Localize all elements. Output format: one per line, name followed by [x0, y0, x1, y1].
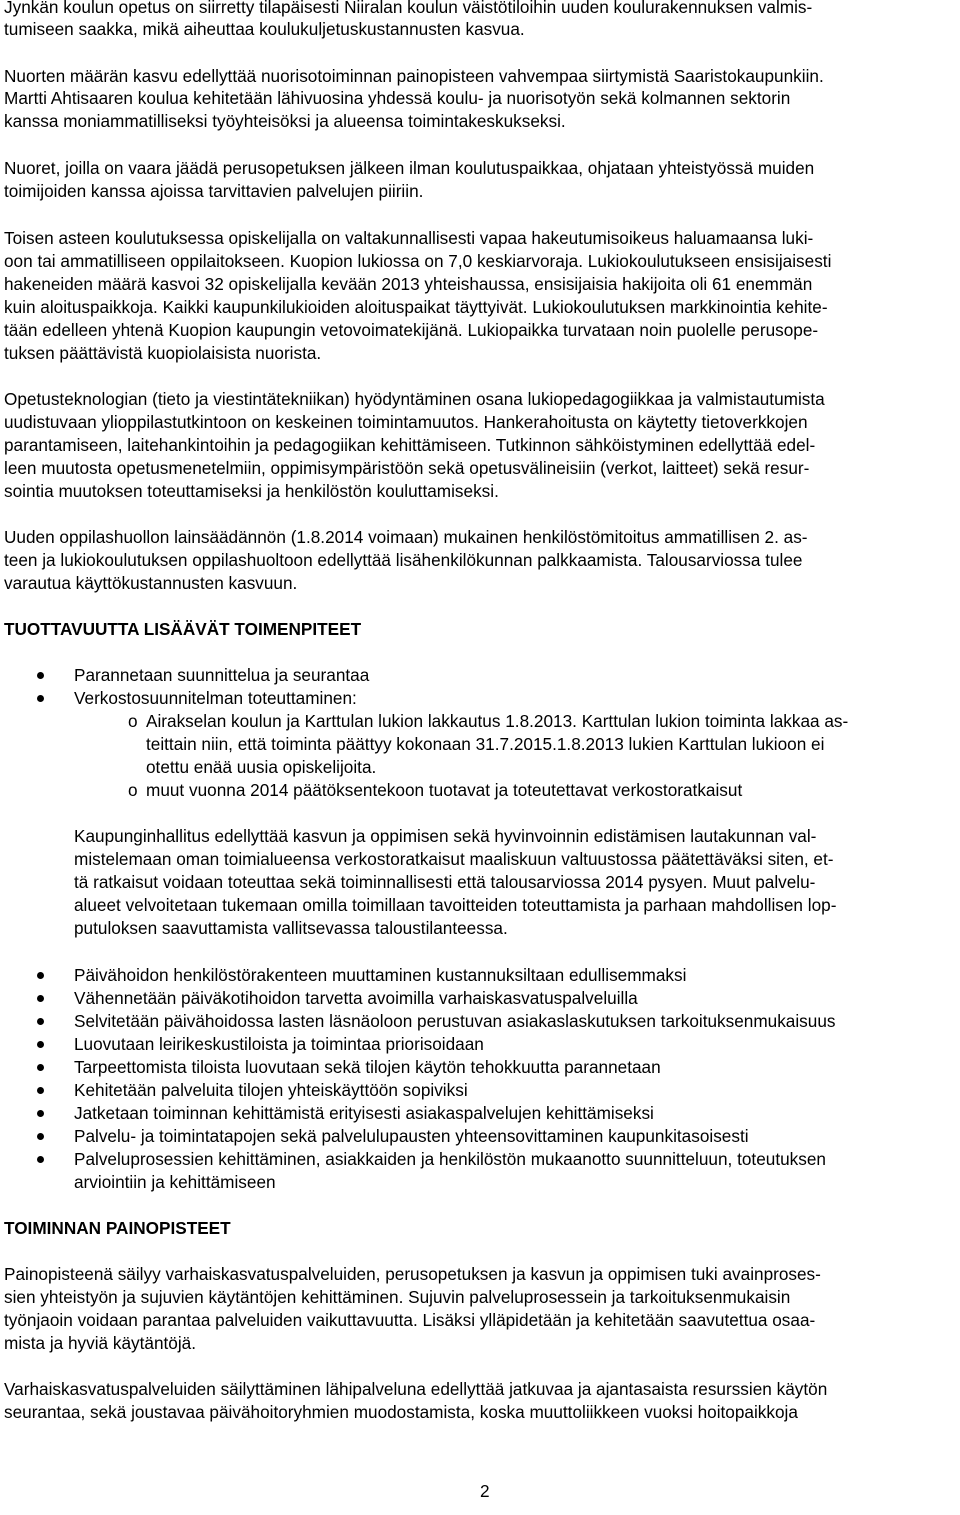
sub-bullet-item: Airakselan koulun ja Karttulan lukion lakkautus 1.8.2013. Karttulan lukion toiminta lakkaa as- [146, 711, 849, 731]
text-line: tä ratkaisut voidaan toteuttaa sekä toiminnallisesti että talousarviossa 2014 pysyen. Muut palvelu- [74, 872, 816, 892]
text-line: työnjaoin voidaan parantaa palveluiden vaikuttavuutta. Lisäksi ylläpidetään ja kehitetään saavutettua osaa- [4, 1310, 816, 1330]
text-line: leen muutosta opetusmenetelmiin, oppimisympäristöön sekä opetusvälineisiin (verkot, laitteet) sekä resur- [4, 458, 810, 478]
bullet-dot-icon [37, 1018, 44, 1025]
text-line: Nuoret, joilla on vaara jäädä perusopetuksen jälkeen ilman koulutuspaikkaa, ohjataan yhteistyössä muiden [4, 158, 815, 178]
text-line: Jynkän koulun opetus on siirretty tilapäisesti Niiralan koulun väistötiloihin uuden koulurakennuksen valmis- [4, 0, 813, 17]
text-line: sien yhteistyön ja sujuvien käytäntöjen kehittäminen. Sujuvin palveluprosessein ja tarkoituksenmukaisin [4, 1287, 791, 1307]
text-line: Opetusteknologian (tieto ja viestintätekniikan) hyödyntäminen osana lukiopedagogiikkaa ja valmistautumista [4, 389, 825, 409]
text-line: uudistuvaan ylioppilastutkintoon on keskeinen toimintamuutos. Hankerahoitusta on käytetty tietoverkkojen [4, 412, 808, 432]
bullet-dot-icon [37, 1087, 44, 1094]
text-line: tään edelleen yhtenä Kuopion kaupungin vetovoimatekijänä. Lukiopaikka turvataan noin puolelle perusope- [4, 320, 819, 340]
text-line: Painopisteenä säilyy varhaiskasvatuspalveluiden, perusopetuksen ja kasvun ja oppimisen tuki avainproses- [4, 1264, 821, 1284]
text-line: putuloksen saavuttamista vallitsevassa taloustilanteessa. [74, 918, 508, 938]
section-heading: TOIMINNAN PAINOPISTEET [4, 1218, 231, 1238]
text-line: Varhaiskasvatuspalveluiden säilyttäminen lähipalveluna edellyttää jatkuvaa ja ajantasaista resurssien käytön [4, 1379, 828, 1399]
bullet-item: Luovutaan leirikeskustiloista ja toimintaa priorisoidaan [74, 1034, 484, 1054]
text-line: mista ja hyviä käytäntöjä. [4, 1333, 197, 1353]
text-line: seurantaa, sekä joustavaa päivähoitoryhmien muodostamista, koska muuttoliikkeen vuoksi hoitopaikkoja [4, 1402, 798, 1422]
bullet-dot-icon [37, 1064, 44, 1071]
bullet-item: Kehitetään palveluita tilojen yhteiskäyttöön sopiviksi [74, 1080, 468, 1100]
text-line: kanssa moniammatilliseksi työyhteisöksi ja alueensa toimintakeskukseksi. [4, 111, 566, 131]
text-line: tuksen päättävistä kuopiolaisista nuorista. [4, 343, 322, 363]
bullet-dot-icon [37, 995, 44, 1002]
text-line: Kaupunginhallitus edellyttää kasvun ja oppimisen sekä hyvinvoinnin edistämisen lautakunnan val- [74, 826, 817, 846]
text-line: Toisen asteen koulutuksessa opiskelijalla on valtakunnallisesti vapaa hakeutumisoikeus haluamaansa luki- [4, 228, 814, 248]
bullet-dot-icon [37, 695, 44, 702]
bullet-dot-icon [37, 972, 44, 979]
bullet-item: arviointiin ja kehittämiseen [74, 1172, 276, 1192]
bullet-item: Palveluprosessien kehittäminen, asiakkaiden ja henkilöstön mukaanotto suunnitteluun, toteutuksen [74, 1149, 826, 1169]
text-line: tumiseen saakka, mikä aiheuttaa koulukuljetuskustannusten kasvua. [4, 19, 525, 39]
bullet-item: Päivähoidon henkilöstörakenteen muuttaminen kustannuksiltaan edullisemmaksi [74, 965, 687, 985]
sub-bullet-item: teittain niin, että toiminta päättyy kokonaan 31.7.2015.1.8.2013 lukien Karttulan lukioon ei [146, 734, 825, 754]
bullet-item: Vähennetään päiväkotihoidon tarvetta avoimilla varhaiskasvatuspalveluilla [74, 988, 638, 1008]
bullet-item: Jatketaan toiminnan kehittämistä erityisesti asiakaspalvelujen kehittämiseksi [74, 1103, 654, 1123]
text-line: Nuorten määrän kasvu edellyttää nuorisotoiminnan painopisteen vahvempaa siirtymistä Saaristokaupunkiin. [4, 66, 824, 86]
sub-bullet-marker: o [128, 780, 138, 800]
bullet-item: Tarpeettomista tiloista luovutaan sekä tilojen käytön tehokkuutta parannetaan [74, 1057, 661, 1077]
sub-bullet-item: otettu enää uusia opiskelijoita. [146, 757, 377, 777]
text-line: oon tai ammatilliseen oppilaitokseen. Kuopion lukiossa on 7,0 keskiarvoraja. Lukiokoulutukseen ensisijaisesti [4, 251, 832, 271]
bullet-item: Verkostosuunnitelman toteuttaminen: [74, 688, 357, 708]
bullet-dot-icon [37, 1110, 44, 1117]
bullet-item: Selvitetään päivähoidossa lasten läsnäoloon perustuvan asiakaslaskutuksen tarkoituksenmukaisuus [74, 1011, 836, 1031]
text-line: teen ja lukiokoulutuksen oppilashuoltoon edellyttää lisähenkilökunnan palkkaamista. Talousarviossa tulee [4, 550, 803, 570]
section-heading: TUOTTAVUUTTA LISÄÄVÄT TOIMENPITEET [4, 619, 362, 639]
text-line: Uuden oppilashuollon lainsäädännön (1.8.2014 voimaan) mukainen henkilöstömitoitus ammatillisen 2. as- [4, 527, 808, 547]
sub-bullet-marker: o [128, 711, 138, 731]
bullet-dot-icon [37, 1041, 44, 1048]
text-line: alueet velvoitetaan tukemaan omilla toimillaan tavoitteiden toteuttamista ja parhaan mahdollisen lop- [74, 895, 837, 915]
bullet-item: Parannetaan suunnittelua ja seurantaa [74, 665, 370, 685]
text-line: varautua käyttökustannusten kasvuun. [4, 573, 298, 593]
bullet-item: Palvelu- ja toimintatapojen sekä palvelulupausten yhteensovittaminen kaupunkitasoisesti [74, 1126, 749, 1146]
sub-bullet-item: muut vuonna 2014 päätöksentekoon tuotavat ja toteutettavat verkostoratkaisut [146, 780, 743, 800]
text-line: Martti Ahtisaaren koulua kehitetään lähivuosina yhdessä koulu- ja nuorisotyön sekä kolmannen sektorin [4, 88, 791, 108]
text-line: toimijoiden kanssa ajoissa tarvittavien palvelujen piiriin. [4, 181, 424, 201]
bullet-dot-icon [37, 672, 44, 679]
bullet-dot-icon [37, 1156, 44, 1163]
text-line: hakeneiden määrä kasvoi 32 opiskelijalla kevään 2013 yhteishaussa, ensisijaisia hakijoita oli 61 enemmän [4, 274, 813, 294]
bullet-dot-icon [37, 1133, 44, 1140]
text-line: kuin aloituspaikkoja. Kaikki kaupunkilukioiden aloituspaikat täyttyivät. Lukiokoulutuksen markkinointia kehite- [4, 297, 828, 317]
text-line: parantamiseen, laitehankintoihin ja pedagogiikan kehittämiseen. Tutkinnon sähköistyminen edellyttää edel- [4, 435, 816, 455]
text-line: sointia muutoksen toteuttamiseksi ja henkilöstön kouluttamiseksi. [4, 481, 499, 501]
page-number: 2 [480, 1481, 490, 1501]
text-line: mistelemaan oman toimialueensa verkostoratkaisut maaliskuun valtuustossa päätettäväksi siten, et- [74, 849, 834, 869]
